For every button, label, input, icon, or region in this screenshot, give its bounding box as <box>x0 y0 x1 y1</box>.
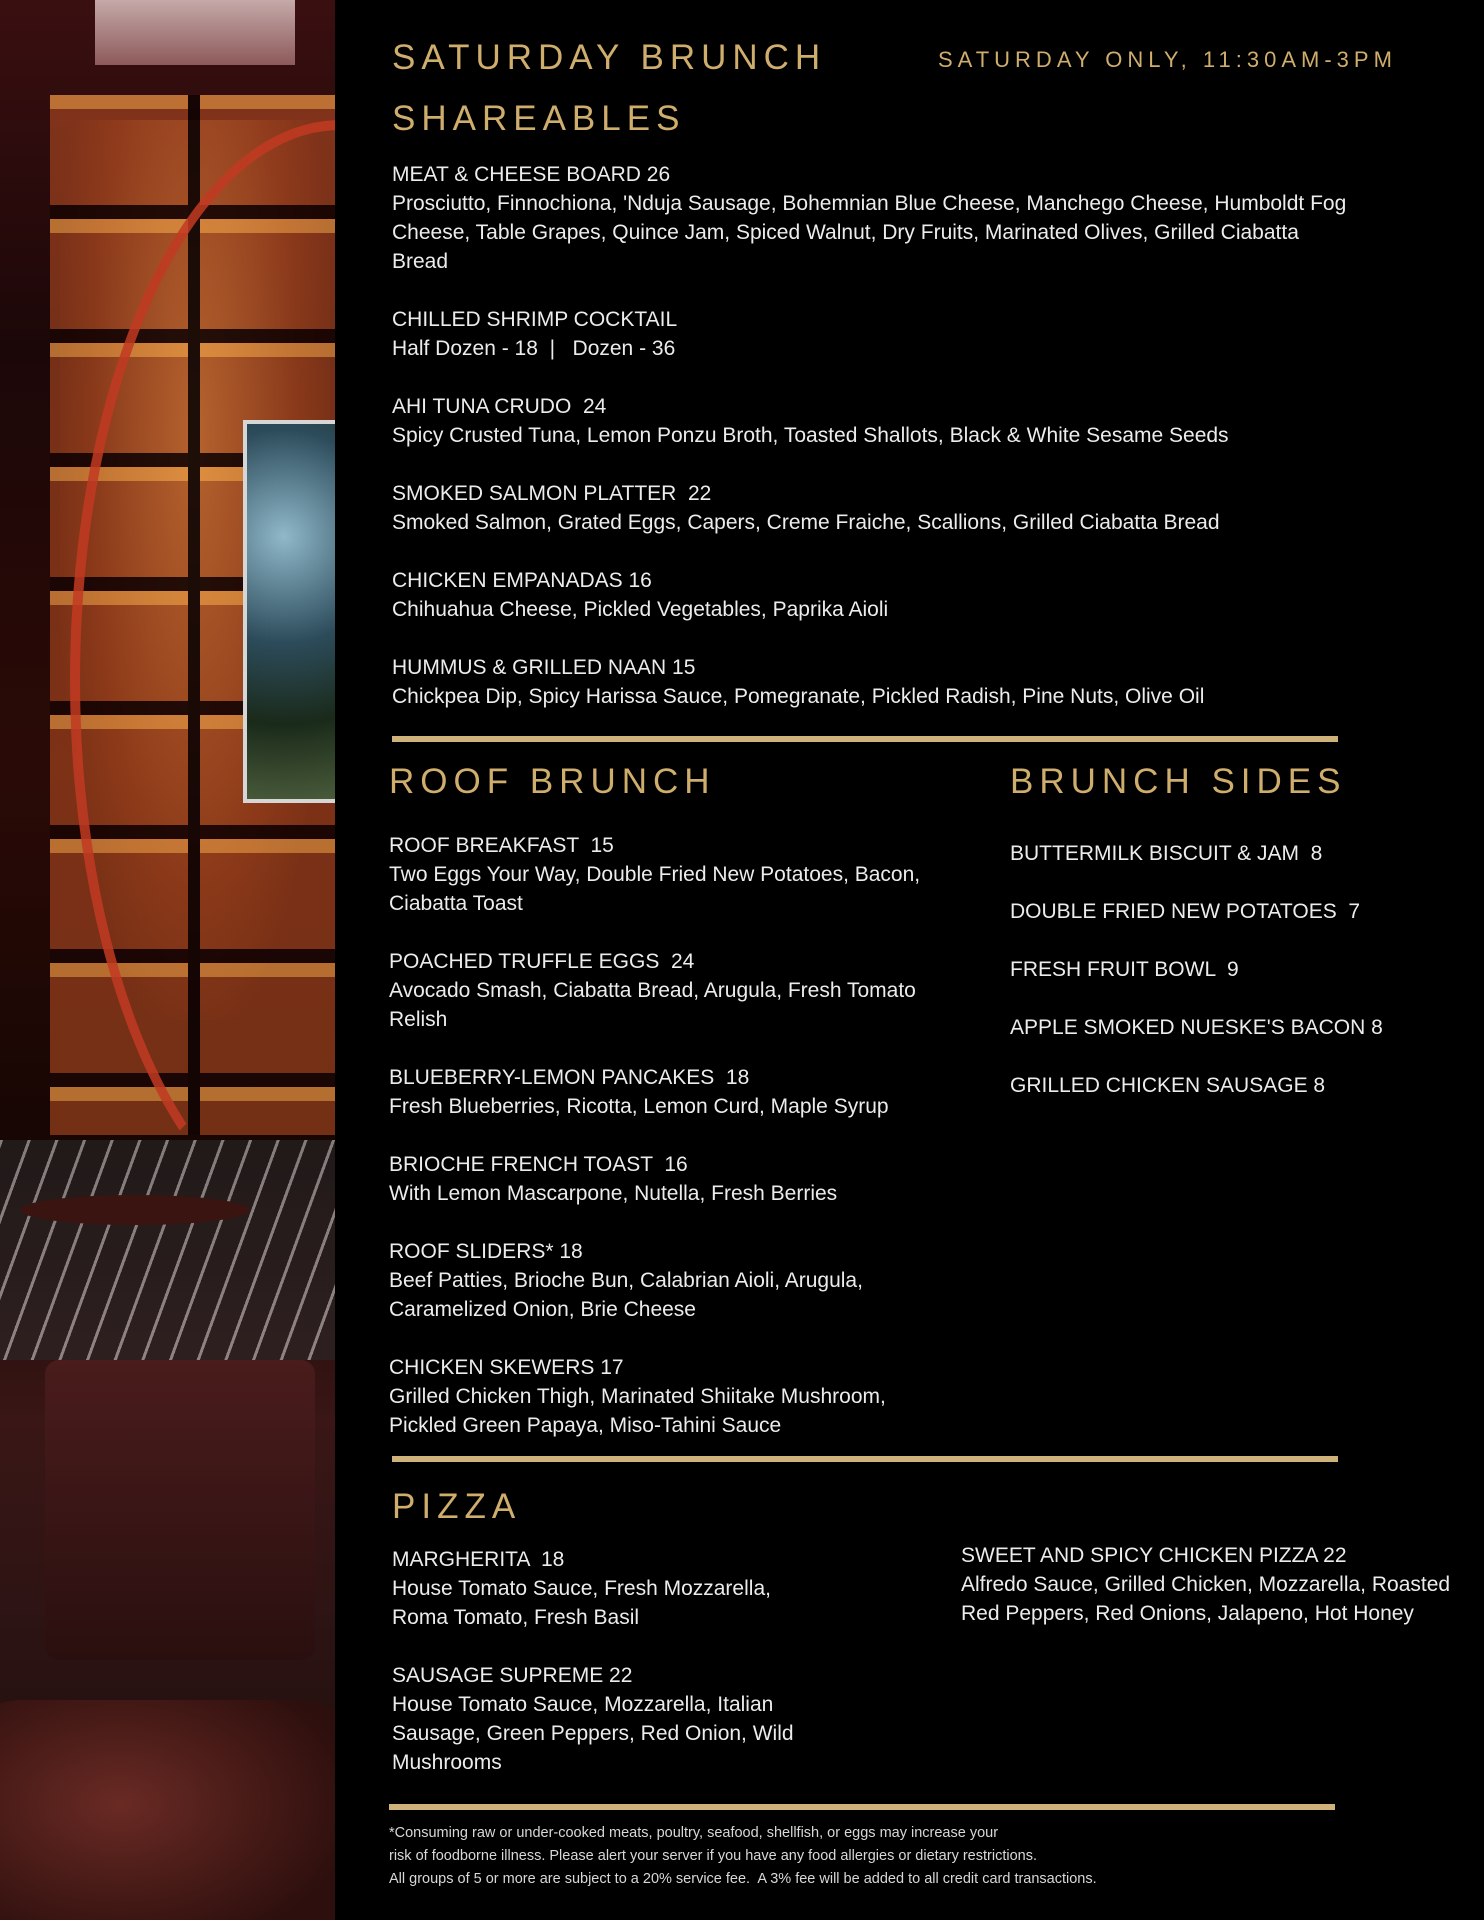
bar-photo <box>0 0 335 1920</box>
item-description: Prosciutto, Finnochiona, 'Nduja Sausage, Bohemnian Blue Cheese, Manchego Cheese, Humboldt Fog Cheese, Table Grapes, Quince Jam, Spiced Walnut, Dry Fruits, Marinated Olives, Grilled Ciabatta Bread <box>392 192 1347 273</box>
item-name: CHILLED SHRIMP COCKTAIL <box>392 308 678 331</box>
menu-item <box>389 1353 959 1440</box>
menu-item <box>389 831 959 918</box>
item-name: BLUEBERRY-LEMON PANCAKES 18 <box>389 1066 750 1089</box>
roof-brunch-title: ROOF BRUNCH <box>389 762 716 801</box>
skylight <box>95 0 295 65</box>
item-description: With Lemon Mascarpone, Nutella, Fresh Berries <box>389 1182 838 1205</box>
side-item: FRESH FRUIT BOWL 9 <box>1010 958 1239 981</box>
menu-item <box>392 160 1352 276</box>
item-name: POACHED TRUFFLE EGGS 24 <box>389 950 695 973</box>
bar-counter <box>0 1140 335 1360</box>
shareables-list <box>392 160 1352 740</box>
section-divider <box>392 736 1338 742</box>
item-description: Avocado Smash, Ciabatta Bread, Arugula, Fresh Tomato Relish <box>389 979 916 1031</box>
menu-item <box>392 305 1352 363</box>
menu-item <box>389 947 959 1034</box>
item-name: CHICKEN EMPANADAS 16 <box>392 569 652 592</box>
menu-item <box>392 392 1352 450</box>
side-item: GRILLED CHICKEN SAUSAGE 8 <box>1010 1074 1326 1097</box>
pizza-list-right <box>961 1541 1461 1657</box>
footer-line: risk of foodborne illness. Please alert your server if you have any food allergies or dietary restrictions. <box>389 1848 1037 1864</box>
section-divider <box>389 1804 1335 1810</box>
footer-notice <box>389 1822 1389 1891</box>
item-name: SMOKED SALMON PLATTER 22 <box>392 482 712 505</box>
section-divider <box>392 1456 1338 1462</box>
item-description: Chickpea Dip, Spicy Harissa Sauce, Pomegranate, Pickled Radish, Pine Nuts, Olive Oil <box>392 685 1205 708</box>
item-description: Half Dozen - 18 | Dozen - 36 <box>392 337 676 360</box>
item-description: House Tomato Sauce, Fresh Mozzarella, Roma Tomato, Fresh Basil <box>392 1577 771 1629</box>
bar-table <box>20 1195 250 1225</box>
menu-item <box>392 566 1352 624</box>
brunch-sides-list <box>1010 839 1470 1129</box>
footer-line: All groups of 5 or more are subject to a 20% service fee. A 3% fee will be added to all credit card transactions. <box>389 1871 1097 1887</box>
chair <box>45 1360 315 1660</box>
side-item: DOUBLE FRIED NEW POTATOES 7 <box>1010 900 1361 923</box>
pizza-title: PIZZA <box>392 1487 522 1526</box>
footer-line: *Consuming raw or under-cooked meats, poultry, seafood, shellfish, or eggs may increase your <box>389 1825 999 1841</box>
brunch-sides-title: BRUNCH SIDES <box>1010 762 1347 801</box>
menu-item <box>389 1150 959 1208</box>
menu-item <box>961 1541 1461 1628</box>
menu-item <box>392 653 1352 711</box>
item-description: Smoked Salmon, Grated Eggs, Capers, Creme Fraiche, Scallions, Grilled Ciabatta Bread <box>392 511 1220 534</box>
item-name: ROOF BREAKFAST 15 <box>389 834 614 857</box>
item-description: Chihuahua Cheese, Pickled Vegetables, Paprika Aioli <box>392 598 889 621</box>
item-name: SWEET AND SPICY CHICKEN PIZZA 22 <box>961 1544 1347 1567</box>
item-description: House Tomato Sauce, Mozzarella, Italian Sausage, Green Peppers, Red Onion, Wild Mushrooms <box>392 1693 794 1774</box>
item-name: MARGHERITA 18 <box>392 1548 565 1571</box>
wall-artwork <box>243 420 335 803</box>
roof-brunch-list <box>389 831 959 1469</box>
item-description: Alfredo Sauce, Grilled Chicken, Mozzarella, Roasted Red Peppers, Red Onions, Jalapeno, Hot Honey <box>961 1573 1451 1625</box>
service-hours: SATURDAY ONLY, 11:30AM-3PM <box>938 47 1397 72</box>
item-name: HUMMUS & GRILLED NAAN 15 <box>392 656 696 679</box>
menu-item <box>392 479 1352 537</box>
menu-item <box>392 1661 832 1777</box>
item-name: ROOF SLIDERS* 18 <box>389 1240 583 1263</box>
item-name: MEAT & CHEESE BOARD 26 <box>392 163 671 186</box>
item-description: Two Eggs Your Way, Double Fried New Potatoes, Bacon, Ciabatta Toast <box>389 863 921 915</box>
shareables-title: SHAREABLES <box>392 99 686 138</box>
item-name: AHI TUNA CRUDO 24 <box>392 395 607 418</box>
item-name: CHICKEN SKEWERS 17 <box>389 1356 624 1379</box>
item-description: Grilled Chicken Thigh, Marinated Shiitake Mushroom, Pickled Green Papaya, Miso-Tahini Sauce <box>389 1385 886 1437</box>
side-item: BUTTERMILK BISCUIT & JAM 8 <box>1010 842 1323 865</box>
item-description: Spicy Crusted Tuna, Lemon Ponzu Broth, Toasted Shallots, Black & White Sesame Seeds <box>392 424 1229 447</box>
side-item: APPLE SMOKED NUESKE'S BACON 8 <box>1010 1016 1383 1039</box>
sofa <box>0 1700 335 1920</box>
menu-content <box>335 0 1484 1920</box>
item-description: Fresh Blueberries, Ricotta, Lemon Curd, Maple Syrup <box>389 1095 889 1118</box>
item-name: SAUSAGE SUPREME 22 <box>392 1664 633 1687</box>
pizza-list-left <box>392 1545 832 1806</box>
item-name: BRIOCHE FRENCH TOAST 16 <box>389 1153 688 1176</box>
menu-item <box>389 1237 959 1324</box>
item-description: Beef Patties, Brioche Bun, Calabrian Aioli, Arugula, Caramelized Onion, Brie Cheese <box>389 1269 863 1321</box>
menu-item <box>389 1063 959 1121</box>
menu-item <box>392 1545 832 1632</box>
page-title: SATURDAY BRUNCH <box>392 38 827 77</box>
